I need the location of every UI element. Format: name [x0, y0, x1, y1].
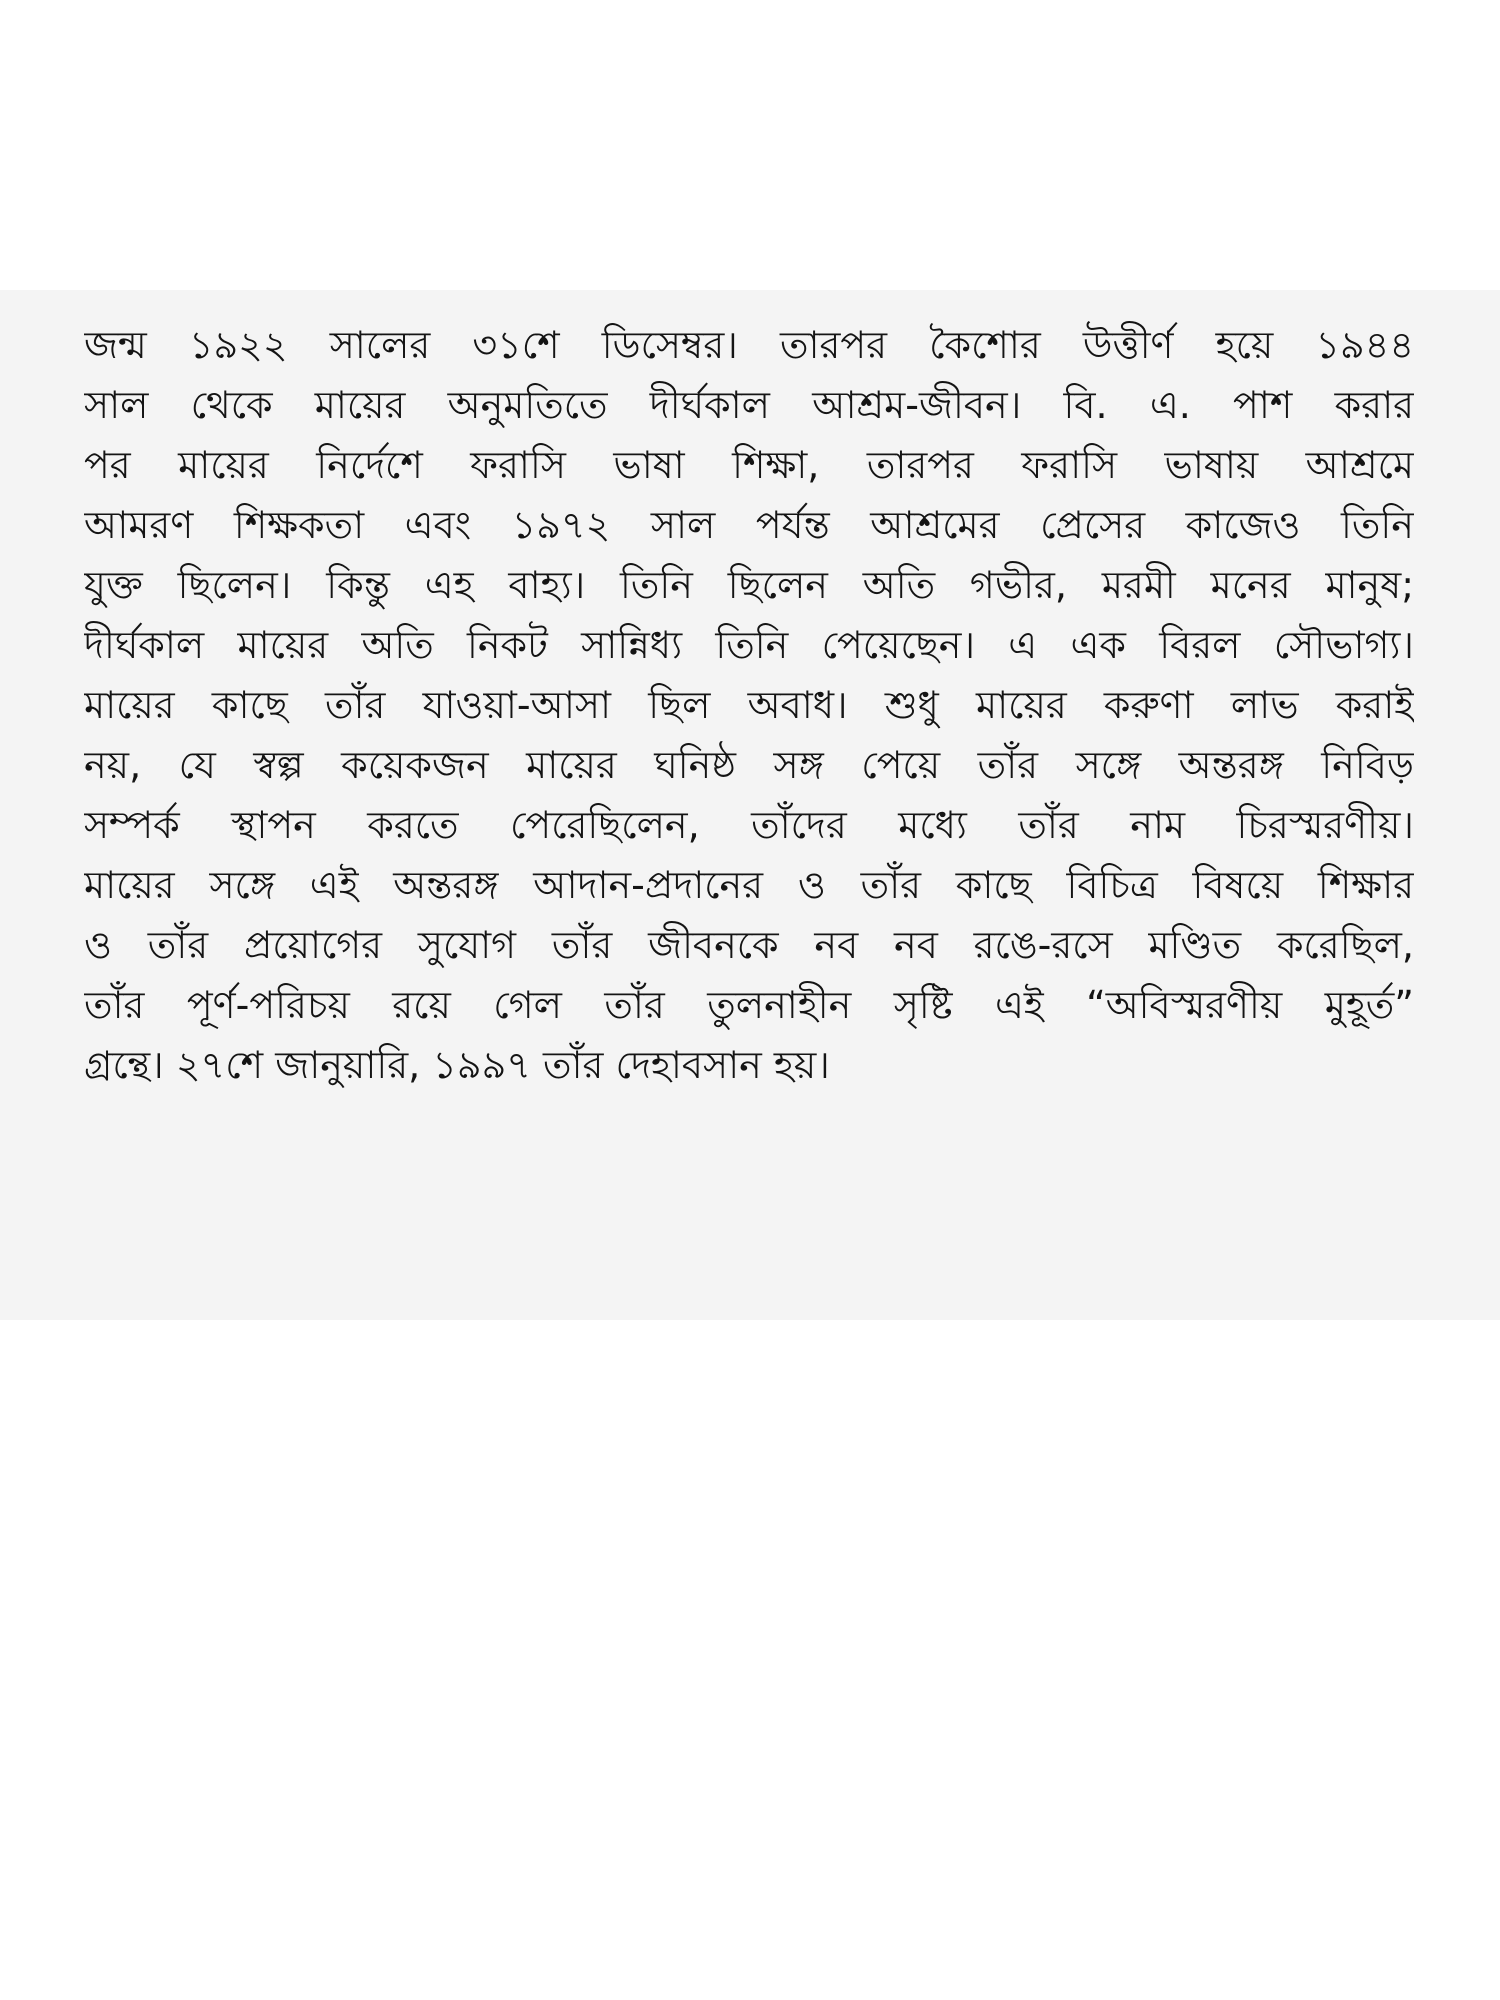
paragraph-line: দীর্ঘকাল মায়ের অতি নিকট সান্নিধ্য তিনি পেয়েছেন। এ এক বিরল সৌভাগ্য। [84, 623, 1414, 667]
paragraph-line: তাঁর পূর্ণ-পরিচয় রয়ে গেল তাঁর তুলনাহীন সৃষ্টি এই “অবিস্মরণীয় মুহূর্ত” [84, 983, 1414, 1027]
paragraph-line: নয়, যে স্বল্প কয়েকজন মায়ের ঘনিষ্ঠ সঙ্গ পেয়ে তাঁর সঙ্গে অন্তরঙ্গ নিবিড় [84, 743, 1414, 787]
paragraph-line: ও তাঁর প্রয়োগের সুযোগ তাঁর জীবনকে নব নব রঙে-রসে মণ্ডিত করেছিল, [84, 923, 1414, 967]
paragraph-line: পর মায়ের নির্দেশে ফরাসি ভাষা শিক্ষা, তারপর ফরাসি ভাষায় আশ্রমে [84, 443, 1414, 487]
paragraph-line: জন্ম ১৯২২ সালের ৩১শে ডিসেম্বর। তারপর কৈশোর উত্তীর্ণ হয়ে ১৯৪৪ [84, 323, 1414, 367]
paragraph-line: আমরণ শিক্ষকতা এবং ১৯৭২ সাল পর্যন্ত আশ্রমের প্রেসের কাজেও তিনি [84, 503, 1414, 547]
paragraph-line: যুক্ত ছিলেন। কিন্তু এহ বাহ্য। তিনি ছিলেন অতি গভীর, মরমী মনের মানুষ; [84, 563, 1414, 607]
paragraph-line: মায়ের কাছে তাঁর যাওয়া-আসা ছিল অবাধ। শুধু মায়ের করুণা লাভ করাই [84, 683, 1414, 727]
paragraph-line: মায়ের সঙ্গে এই অন্তরঙ্গ আদান-প্রদানের ও তাঁর কাছে বিচিত্র বিষয়ে শিক্ষার [84, 863, 1414, 907]
paragraph-line: গ্রন্থে। ২৭শে জানুয়ারি, ১৯৯৭ তাঁর দেহাবসান হয়। [84, 1043, 830, 1087]
paragraph-line: সম্পর্ক স্থাপন করতে পেরেছিলেন, তাঁদের মধ্যে তাঁর নাম চিরস্মরণীয়। [84, 803, 1414, 847]
biography-paragraph [84, 315, 1414, 1095]
paragraph-line: সাল থেকে মায়ের অনুমতিতে দীর্ঘকাল আশ্রম-জীবন। বি. এ. পাশ করার [84, 383, 1414, 427]
